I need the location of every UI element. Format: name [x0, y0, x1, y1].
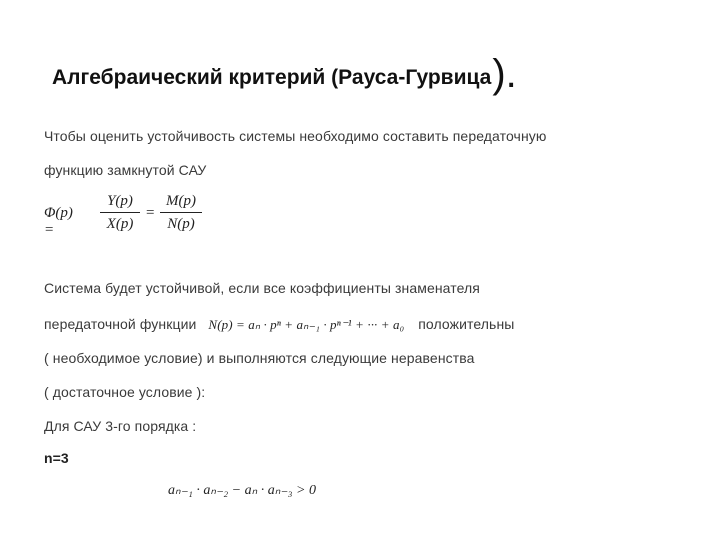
intro-line-2: функцию замкнутой САУ [44, 162, 207, 178]
condition-line-2 [44, 316, 514, 333]
condition-line-3: ( необходимое условие) и выполняются следующие неравенства [44, 350, 475, 366]
slide-title [52, 52, 517, 97]
fraction-2-bar [160, 212, 202, 213]
fraction-1-bar [100, 212, 140, 213]
condition-line-2-text: передаточной функции [44, 316, 197, 332]
denominator-polynomial: N(p) = aₙ · pⁿ + aₙ₋₁ · pⁿ⁻¹ + ··· + a₀ [208, 317, 405, 332]
fraction-1-numerator: Y(p) [107, 193, 133, 209]
formula-equals: = [146, 205, 155, 221]
n-equals-line: n=3 [44, 450, 69, 466]
fraction-y-over-x [100, 192, 140, 233]
hurwitz-inequality: aₙ₋₁ · aₙ₋₂ − aₙ · aₙ₋₃ > 0 [168, 483, 316, 498]
condition-line-2-end: положительны [418, 316, 515, 332]
formula-lhs: Φ(p) = [44, 205, 73, 238]
fraction-2-numerator: M(p) [166, 193, 196, 209]
title-dot: . [505, 52, 517, 96]
fraction-m-over-n [160, 192, 202, 233]
title-paren: ) [492, 52, 506, 96]
condition-line-4: ( достаточное условие ): [44, 384, 206, 400]
fraction-2-denominator: N(p) [167, 216, 195, 232]
title-text: Алгебраический критерий (Рауса-Гурвица [52, 66, 492, 89]
fraction-1-denominator: X(p) [106, 216, 134, 232]
order-line: Для САУ 3-го порядка : [44, 418, 197, 434]
intro-line-1: Чтобы оценить устойчивость системы необходимо составить передаточную [44, 128, 547, 144]
condition-line-1: Система будет устойчивой, если все коэффициенты знаменателя [44, 280, 480, 296]
